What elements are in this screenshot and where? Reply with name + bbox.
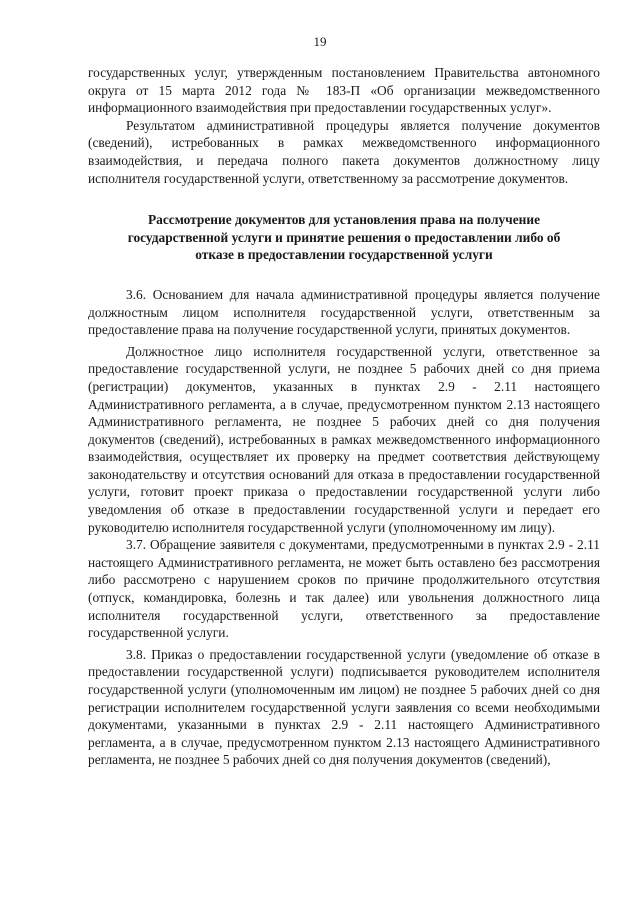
page-number: 19 bbox=[313, 34, 327, 49]
paragraph-official-duties: Должностное лицо исполнителя государственной услуги, ответственное за предоставление государственной услуги, не позднее 5 рабочих дней со дня приема (регистрации) документов, указанных в пунктах 2.9 - 2.11 настоящего Административного регламента, а в случае, предусмотренном пунктом 2.13 настоящего Административного регламента, не позднее 5 рабочих дней со дня получения документов (сведений), истребованных в рамках межведомственного информационного взаимодействия, осуществляет их проверку на предмет соответствия действующему законодательству и отсутствия оснований для отказа в предоставлении государственной услуги, готовит проект приказа о предоставлении государственной услуги либо уведомления об отказе в предоставлении государственной услуги и передает его руководителю исполнителя государственной услуги (уполномоченному им лицу). bbox=[88, 343, 600, 535]
paragraph-3-8: 3.8. Приказ о предоставлении государственной услуги (уведомление об отказе в предоставлении государственной услуги) подписывается руководителем исполнителя государственной услуги (уполномоченным им лицом) не позднее 5 рабочих дней со дня регистрации исполнителем государственной услуги заявления со всеми необходимыми документами, указанными в пунктах 2.9 - 2.11 настоящего Административного регламента, а в случае, предусмотренном пунктом 2.13 настоящего Административного регламента, не позднее 5 рабочих дней со дня получения документов (сведений), bbox=[88, 646, 600, 768]
paragraph-result: Результатом административной процедуры является получение документов (сведений), истребованных в рамках межведомственного информационного взаимодействия, и передача полного пакета документов должностному лицу исполнителя государственной услуги, ответственному за рассмотрение документов. bbox=[88, 117, 600, 186]
paragraph-continuation: государственных услуг, утвержденным постановлением Правительства автономного округа от 15 марта 2012 года № 183-П «Об организации межведомственного информационного взаимодействия при предоставлении государственных услуг». bbox=[88, 65, 600, 116]
paragraph-3-7: 3.7. Обращение заявителя с документами, предусмотренными в пунктах 2.9 - 2.11 настоящего Административного регламента, не может быть оставлено без рассмотрения либо рассмотрено с нарушением сроков по причине продолжительного отсутствия (отпуск, командировка, болезнь и так далее) или увольнения должностного лица исполнителя государственной услуги, ответственного за предоставление государственной услуги. bbox=[88, 537, 600, 641]
section-heading: Рассмотрение документов для установления права на получение государственной услуги и принятие решения о предоставлении либо об отказе в предоставлении государственной услуги bbox=[127, 212, 561, 263]
document-body bbox=[88, 64, 600, 769]
paragraph-3-6: 3.6. Основанием для начала административной процедуры является получение должностным лицом исполнителя государственной услуги, ответственным за предоставление права на получение государственной услуги, принятых документов. bbox=[88, 286, 600, 338]
